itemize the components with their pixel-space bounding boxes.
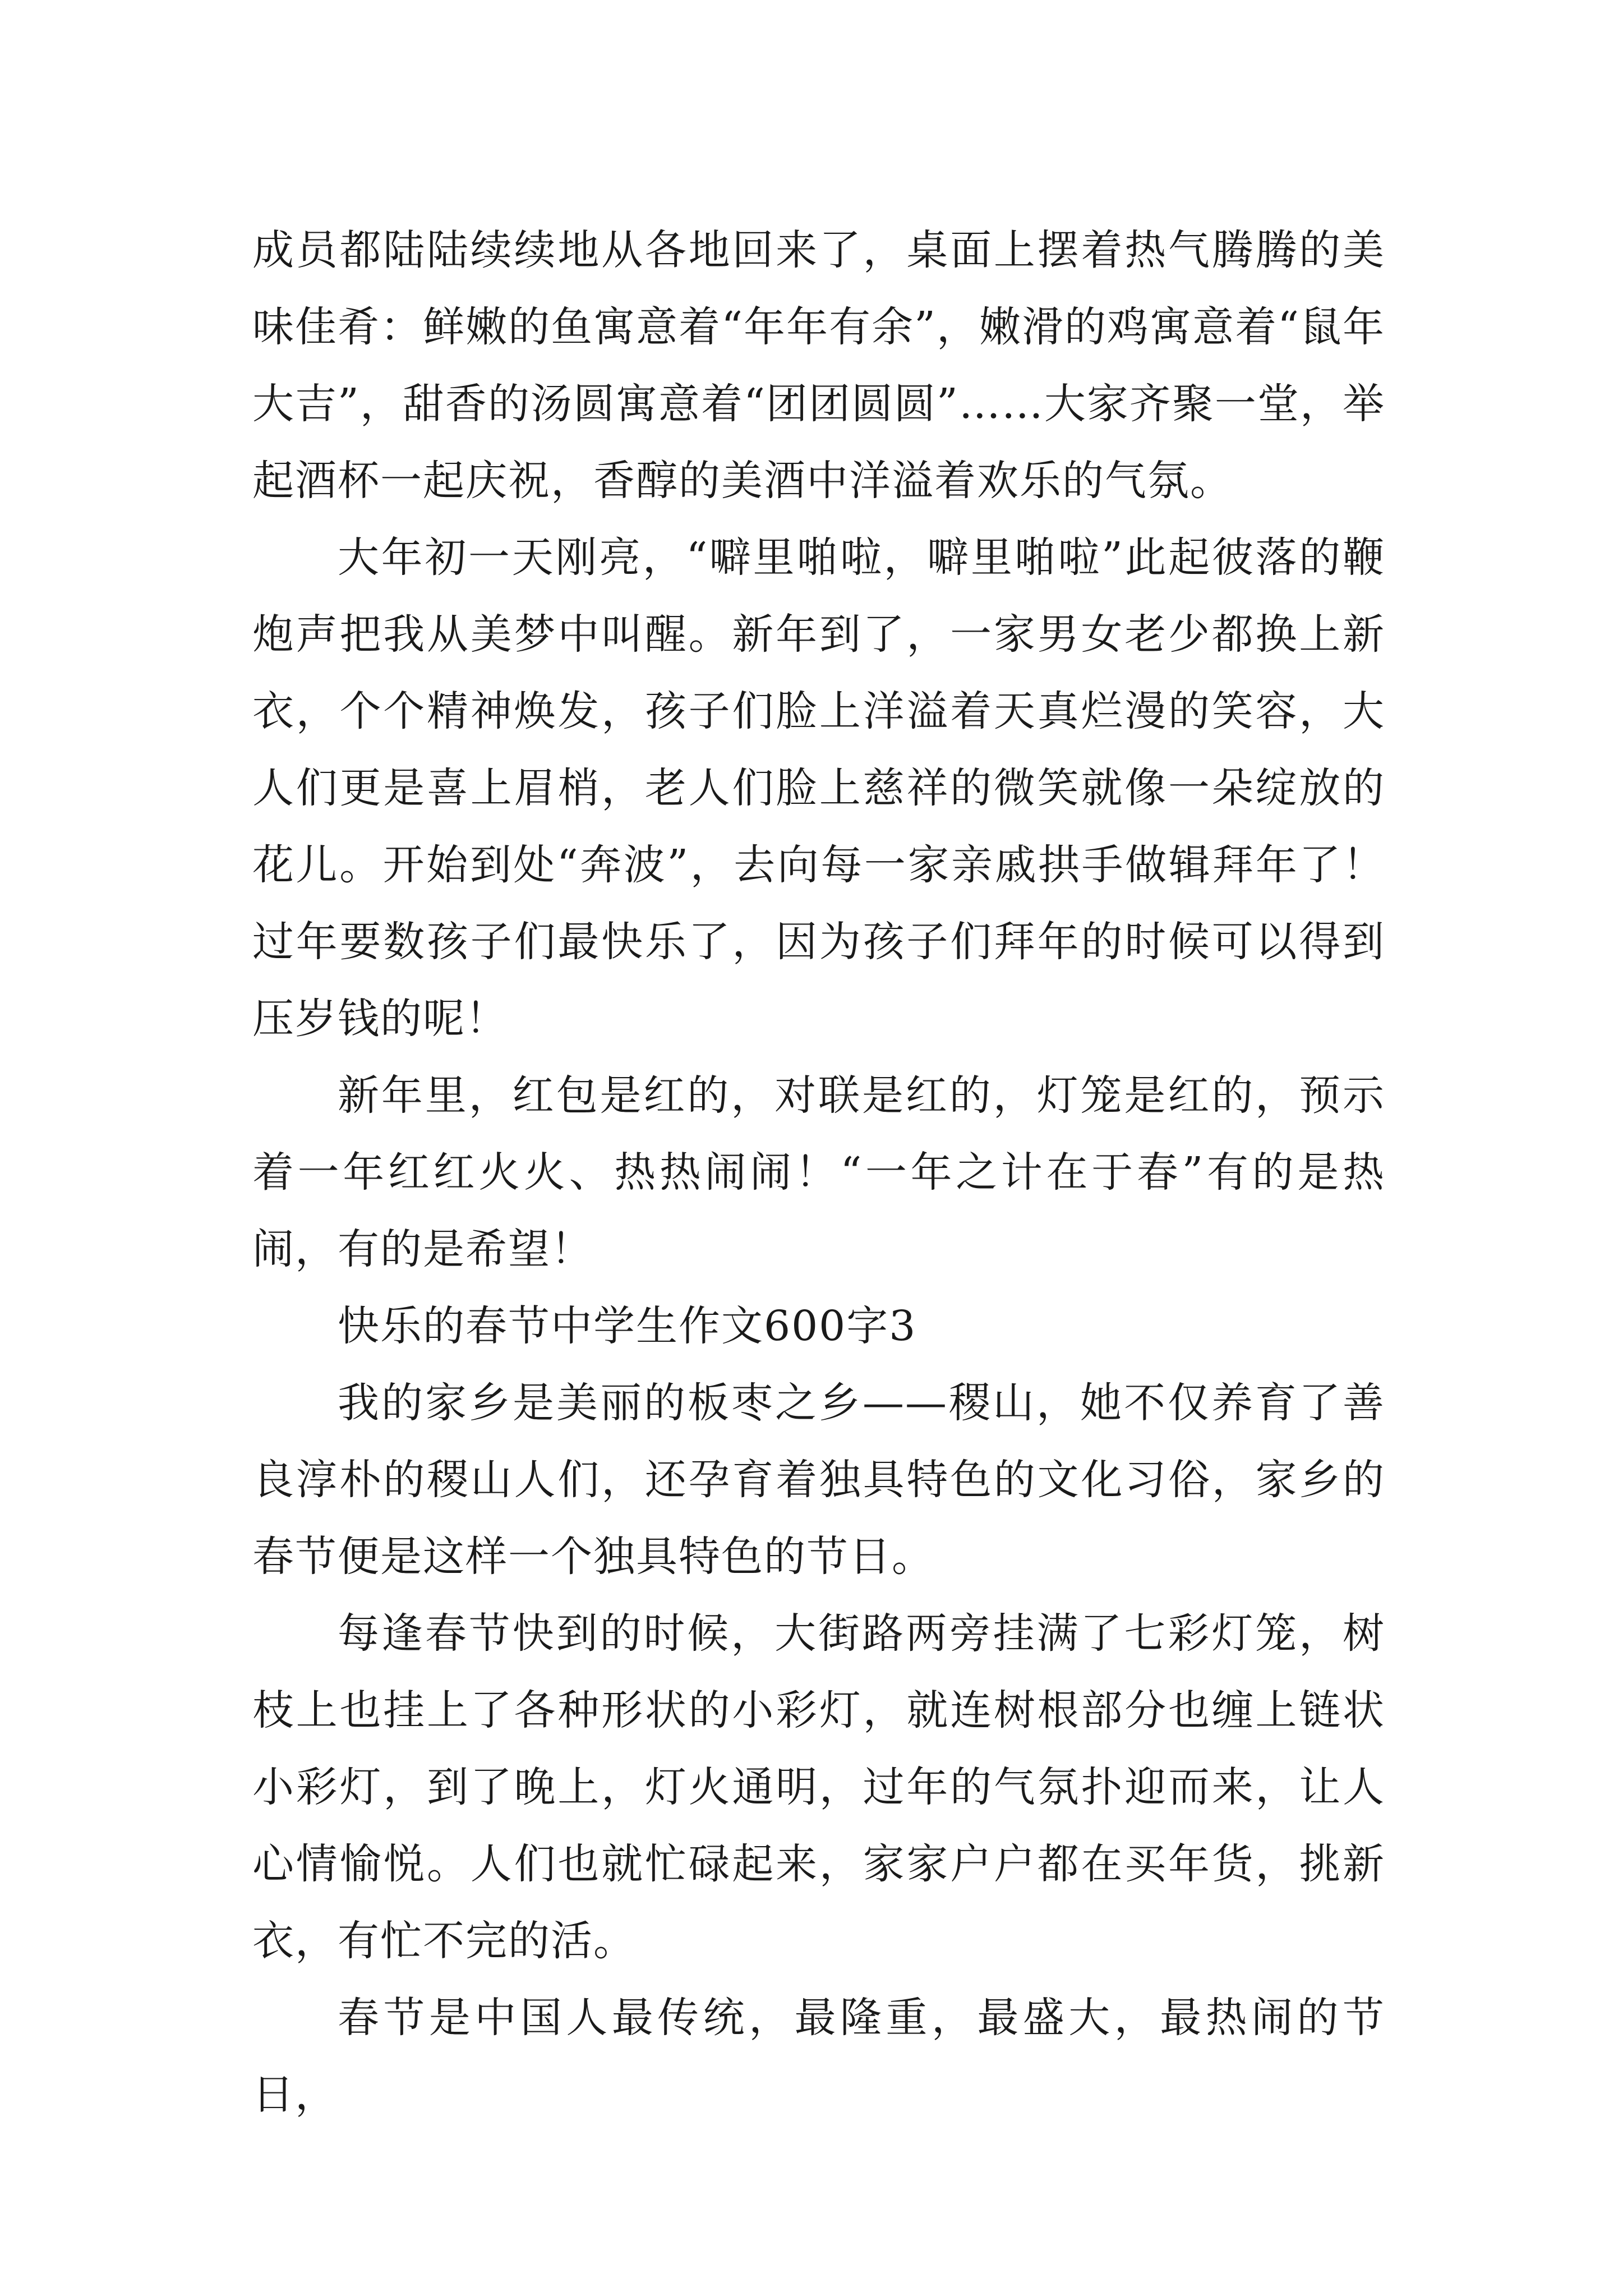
paragraph-family-dinner: 成员都陆陆续续地从各地回来了，桌面上摆着热气腾腾的美味佳肴：鲜嫩的鱼寓意着“年年有余”，嫩滑的鸡寓意着“鼠年大吉”，甜香的汤圆寓意着“团团圆圆”……大家齐聚一堂，举起酒杯一起庆祝，香醇的美酒中洋溢着欢乐的气氛。 (252, 226, 1385, 505)
document-body (252, 212, 1385, 2133)
paragraph-red-new-year: 新年里，红包是红的，对联是红的，灯笼是红的，预示着一年红红火火、热热闹闹！“一年之计在于春”有的是热闹，有的是希望！ (252, 1071, 1385, 1273)
essay-heading: 快乐的春节中学生作文600字3 (338, 1302, 917, 1350)
paragraph-spring-festival: 春节是中国人最传统，最隆重，最盛大，最热闹的节日， (252, 1994, 1385, 2119)
paragraph-lanterns: 每逢春节快到的时候，大街路两旁挂满了七彩灯笼，树枝上也挂上了各种形状的小彩灯，就连树根部分也缠上链状小彩灯，到了晚上，灯火通明，过年的气氛扑迎而来，让人心情愉悦。人们也就忙碌起来，家家户户都在买年货，挑新衣，有忙不完的活。 (252, 1609, 1385, 1965)
paragraph-hometown-jishan: 我的家乡是美丽的板枣之乡——稷山，她不仅养育了善良淳朴的稷山人们，还孕育着独具特色的文化习俗，家乡的春节便是这样一个独具特色的节日。 (252, 1379, 1385, 1581)
paragraph-new-year-morning: 大年初一天刚亮，“噼里啪啦，噼里啪啦”此起彼落的鞭炮声把我从美梦中叫醒。新年到了，一家男女老少都换上新衣，个个精神焕发，孩子们脸上洋溢着天真烂漫的笑容，大人们更是喜上眉梢，老人们脸上慈祥的微笑就像一朵绽放的花儿。开始到处“奔波”，去向每一家亲戚拱手做辑拜年了！过年要数孩子们最快乐了，因为孩子们拜年的时候可以得到压岁钱的呢！ (252, 533, 1385, 1043)
